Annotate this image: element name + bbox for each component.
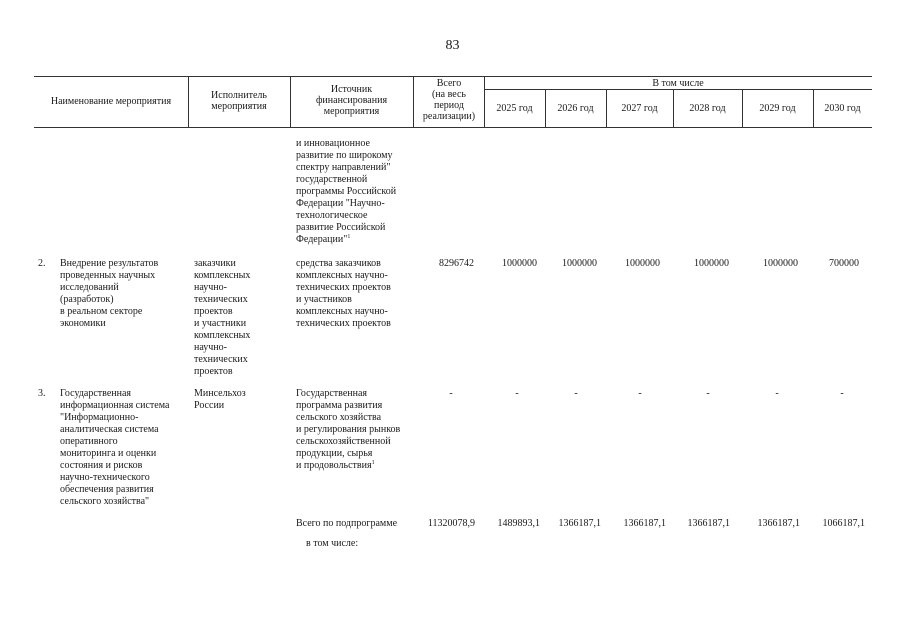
row-number: 3. [38, 388, 46, 399]
header-bottom-border [34, 127, 872, 128]
row-total: 8296742 [439, 258, 474, 269]
row-year-2029: 1000000 [763, 258, 798, 269]
summary-sub-label: в том числе: [306, 538, 359, 549]
header-year-2026: 2026 год [557, 103, 594, 114]
row-year-2025: - [515, 388, 519, 399]
header-divider [413, 76, 414, 127]
row-name: Внедрение результатов проведенных научных исследований (разработок) в реальном секторе экономики [60, 258, 159, 329]
summary-year-2026: 1366187,1 [558, 518, 601, 529]
row-year-2025: 1000000 [502, 258, 537, 269]
row-year-2027: 1000000 [625, 258, 660, 269]
row-year-2028: 1000000 [694, 258, 729, 269]
row-year-2030: - [840, 388, 844, 399]
row-source: средства заказчиков комплексных научно- технических проектов и участников комплексных научно- технических проектов [296, 258, 391, 329]
header-divider [290, 76, 291, 127]
footnote-marker: 1 [347, 234, 351, 240]
row-number: 2. [38, 258, 46, 269]
header-name: Наименование мероприятия [50, 96, 172, 107]
header-source: Источник финансирования мероприятия [315, 84, 388, 117]
continuation-source [296, 138, 416, 246]
summary-year-2029: 1366187,1 [757, 518, 800, 529]
summary-year-2030: 1066187,1 [822, 518, 865, 529]
row-executor: заказчики комплексных научно- технических проектов и участники комплексных научно- технических проектов [194, 258, 251, 377]
row-year-2026: 1000000 [562, 258, 597, 269]
header-divider [188, 76, 189, 127]
header-total: Всего (на весь период реализации) [422, 78, 476, 122]
header-year-2025: 2025 год [496, 103, 533, 114]
row-source-text: Государственная программа развития сельского хозяйства и регулирования рынков сельскохозяйственной продукции, сырья и продовольствия [296, 388, 401, 471]
summary-year-2028: 1366187,1 [687, 518, 730, 529]
row-total: - [449, 388, 453, 399]
summary-year-2025: 1489893,1 [497, 518, 540, 529]
row-year-2030: 700000 [829, 258, 859, 269]
row-source [296, 388, 416, 472]
row-year-2029: - [775, 388, 779, 399]
summary-year-2027: 1366187,1 [623, 518, 666, 529]
header-year-2029: 2029 год [759, 103, 796, 114]
row-year-2026: - [574, 388, 578, 399]
footnote-marker: 1 [371, 460, 375, 466]
summary-label: Всего по подпрограмме [296, 518, 398, 529]
header-including: В том числе [652, 78, 704, 89]
header-executor: Исполнитель мероприятия [211, 90, 267, 112]
page-number: 83 [445, 38, 460, 53]
row-year-2027: - [638, 388, 642, 399]
summary-total: 11320078,9 [427, 518, 475, 529]
continuation-source-text: и инновационное развитие по широкому спектру направлений" государственной программы Российской Федерации "Научно- технологическое развитие Российской Федерации" [296, 138, 397, 245]
row-year-2028: - [706, 388, 710, 399]
header-year-2030: 2030 год [824, 103, 861, 114]
header-year-2027: 2027 год [621, 103, 658, 114]
header-year-2028: 2028 год [689, 103, 726, 114]
row-executor: Минсельхоз России [194, 388, 246, 411]
row-name: Государственная информационная система "Информационно- аналитическая система оперативного мониторинга и оценки состояния и рисков научно-технического обеспечения развития сельского хозяйства" [60, 388, 170, 507]
table-top-border [34, 76, 872, 77]
